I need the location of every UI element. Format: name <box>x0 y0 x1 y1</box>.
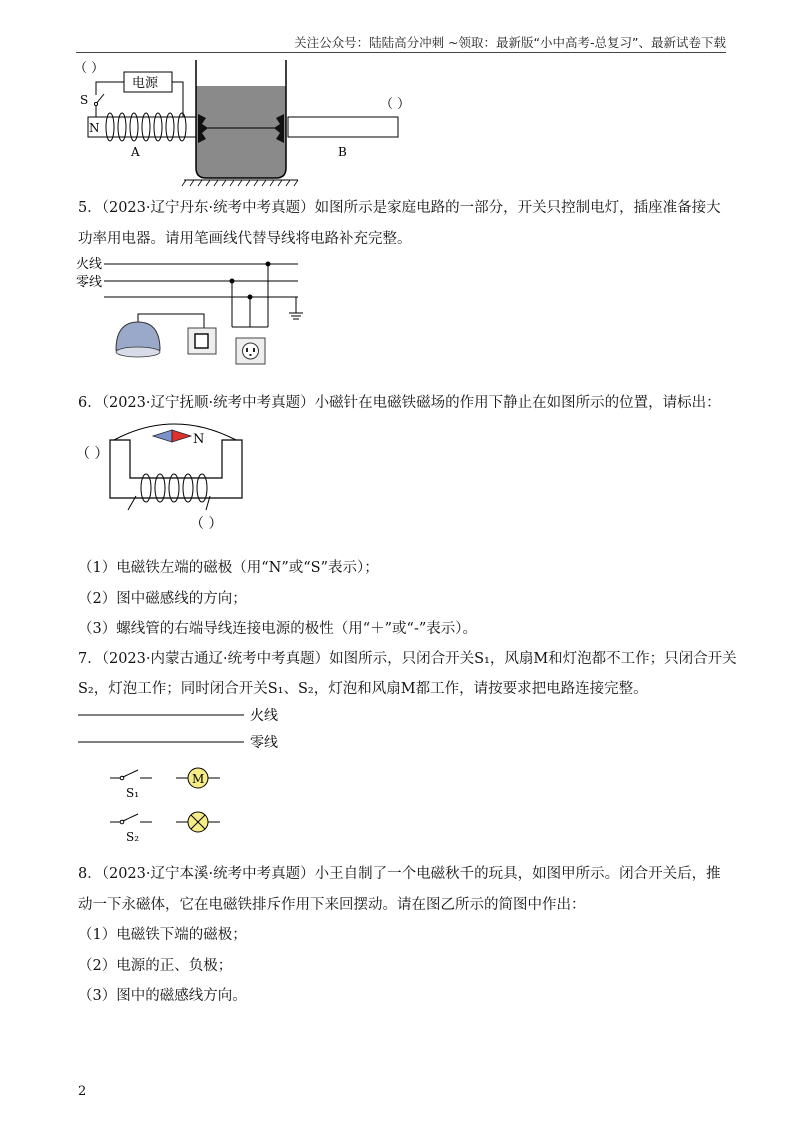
header-rule <box>76 52 726 53</box>
live-wire-label-q7: 火线 <box>250 708 278 724</box>
blank-left-q6: （ ） <box>76 446 109 462</box>
wall-switch-rocker <box>195 334 208 348</box>
q8-item-1: （1）电磁铁下端的磁极； <box>78 927 247 943</box>
needle-n-label: N <box>193 432 205 447</box>
question-7-line-1: 7．（2023·内蒙古通辽·统考中考真题）如图所示，只闭合开关S₁，风扇M和灯泡都不工作；只闭合开关 <box>78 651 737 667</box>
neutral-wire-label-q7: 零线 <box>250 735 278 751</box>
label-a: A <box>131 145 140 159</box>
page-header: 关注公众号：陆陆高分冲刺 ~领取：最新版“小中高考-总复习”、最新试卷下载 <box>294 35 726 50</box>
question-6-text: 6．（2023·辽宁抚顺·统考中考真题）小磁针在电磁铁磁场的作用下静止在如图所示的位置，请标出： <box>78 395 721 411</box>
figure-u-electromagnet <box>0 415 800 535</box>
figure-fan-lamp-circuit <box>0 700 800 870</box>
neutral-wire-label: 零线 <box>76 275 103 290</box>
socket-wires <box>230 262 270 327</box>
switch-s2-label: S₂ <box>126 830 140 844</box>
power-source-label: 电源 <box>132 76 159 91</box>
q6-item-3: （3）螺线管的右端导线连接电源的极性（用“＋”或“-”表示）。 <box>78 621 478 637</box>
page-number: 2 <box>78 1084 87 1099</box>
question-5-text: 5．（2023·辽宁丹东·统考中考真题）如图所示是家庭电路的一部分，开关只控制电灯，插座准备接大功率用电器。请用笔画线代替导线将电路补充完整。 <box>78 200 721 247</box>
earth-symbol <box>289 297 303 319</box>
figure-household-circuit <box>0 252 800 367</box>
switch-s2 <box>110 814 152 824</box>
q8-item-2: （2）电源的正、负极； <box>78 958 233 974</box>
live-wire-label: 火线 <box>76 257 103 272</box>
motor-label: M <box>192 772 205 786</box>
q8-item-3: （3）图中的磁感线方向。 <box>78 988 247 1004</box>
lamp-bulb <box>116 347 160 357</box>
blank-left-top: （ ） <box>74 61 105 76</box>
blank-bottom-q6: （ ） <box>190 516 223 532</box>
ground-hatch <box>182 180 298 186</box>
question-7-line-2: S₂，灯泡工作；同时闭合开关S₁、S₂，灯泡和风扇M都工作，请按要求把电路连接完整。 <box>78 681 648 697</box>
figure-electromagnet-tank <box>0 55 800 190</box>
lamp-icon <box>116 322 160 350</box>
u-core <box>110 440 242 498</box>
socket-face <box>243 343 259 359</box>
q6-item-1: （1）电磁铁左端的磁极（用“N”或“S”表示）； <box>78 560 379 576</box>
bar-b <box>288 117 398 137</box>
switch-label: S <box>80 93 89 107</box>
blank-right-top: （ ） <box>380 97 411 112</box>
switch-pivot <box>94 102 97 105</box>
pole-n-label: N <box>89 121 100 135</box>
needle-blue <box>153 430 172 442</box>
switch-s1-label: S₁ <box>126 786 140 800</box>
label-b: B <box>338 145 347 159</box>
question-8-text: 8．（2023·辽宁本溪·统考中考真题）小王自制了一个电磁秋千的玩具，如图甲所示。闭合开关后，推动一下永磁体，它在电磁铁排斥作用下来回摆动。请在图乙所示的简图中作出： <box>78 866 721 913</box>
water <box>196 86 286 178</box>
switch-s1 <box>110 770 152 780</box>
needle-red <box>172 430 191 442</box>
q6-item-2: （2）图中磁感线的方向； <box>78 591 247 607</box>
